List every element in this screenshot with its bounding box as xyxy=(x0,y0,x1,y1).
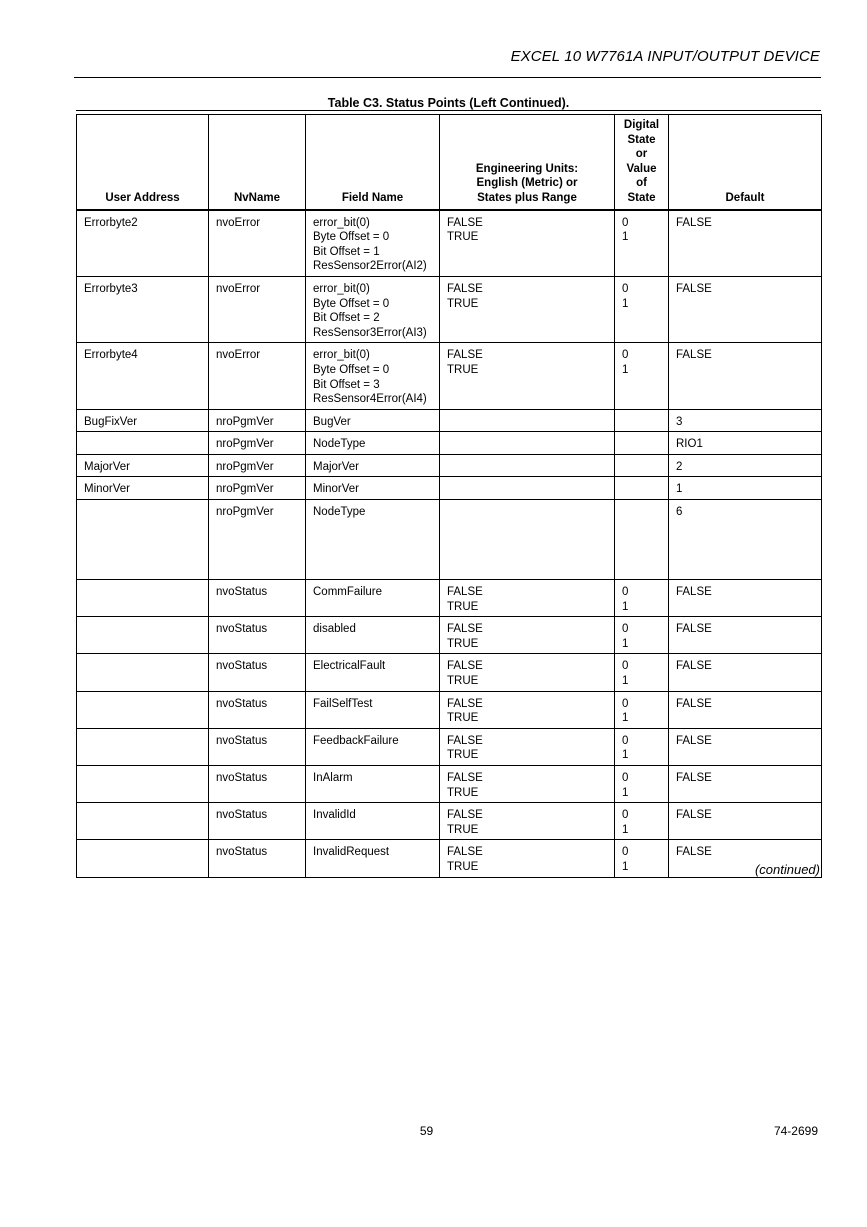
cell-line: nroPgmVer xyxy=(216,415,274,428)
cell-line: FALSE xyxy=(676,282,712,295)
cell-line: FALSE xyxy=(447,282,483,295)
cell-line: ResSensor2Error(AI2) xyxy=(313,260,427,273)
cell-line: FALSE xyxy=(676,809,712,822)
cell-line: 1 xyxy=(622,860,629,873)
cell-line: nvoStatus xyxy=(216,623,268,636)
cell-line: TRUE xyxy=(447,231,479,244)
cell-digital-state xyxy=(615,580,669,617)
cell-line: 0 xyxy=(622,772,629,784)
cell-engineering-units xyxy=(440,803,615,840)
cell-line: 0 xyxy=(622,809,629,822)
table-row xyxy=(77,840,822,877)
cell-line: States plus Range xyxy=(477,191,577,204)
cell-default xyxy=(669,766,822,803)
cell-line: ElectricalFault xyxy=(313,660,386,673)
cell-line: Errorbyte2 xyxy=(84,216,138,229)
cell-line: InAlarm xyxy=(313,772,353,784)
cell-line: 0 xyxy=(622,349,629,362)
cell-field-name xyxy=(306,766,440,803)
cell-line: FALSE xyxy=(447,734,483,747)
cell-user-address xyxy=(77,343,209,409)
cell-line: InvalidId xyxy=(313,809,356,822)
cell-default xyxy=(669,210,822,277)
cell-line: NodeType xyxy=(313,506,366,519)
cell-user-address xyxy=(77,432,209,455)
cell-nvname xyxy=(209,580,306,617)
cell-line: nvoStatus xyxy=(216,586,268,599)
cell-line: RIO1 xyxy=(676,438,703,451)
cell-line: Bit Offset = 1 xyxy=(313,245,380,258)
cell-engineering-units xyxy=(440,617,615,654)
cell-line: Digital xyxy=(623,119,660,131)
cell-user-address xyxy=(77,409,209,432)
cell-line: FALSE xyxy=(447,660,483,673)
cell-digital-state xyxy=(615,803,669,840)
cell-engineering-units xyxy=(440,728,615,765)
cell-field-name xyxy=(306,803,440,840)
cell-field-name xyxy=(306,691,440,728)
cell-line: State xyxy=(627,191,656,204)
cell-nvname xyxy=(209,210,306,277)
cell-default xyxy=(669,617,822,654)
cell-line: FALSE xyxy=(676,660,712,673)
page-number: 59 xyxy=(419,1124,434,1138)
cell-nvname xyxy=(209,432,306,455)
cell-line: English (Metric) or xyxy=(476,177,578,190)
cell-line: BugFixVer xyxy=(84,415,138,428)
cell-default xyxy=(669,276,822,342)
table-row xyxy=(77,454,822,477)
cell-user-address xyxy=(77,477,209,500)
cell-field-name xyxy=(306,210,440,277)
cell-field-name xyxy=(306,454,440,477)
table-row xyxy=(77,500,822,580)
cell-nvname xyxy=(209,500,306,580)
cell-line: FALSE xyxy=(676,586,712,599)
cell-engineering-units xyxy=(440,500,615,580)
cell-line: FALSE xyxy=(676,846,712,859)
cell-default xyxy=(669,409,822,432)
cell-digital-state xyxy=(615,409,669,432)
cell-line: MinorVer xyxy=(84,483,131,496)
cell-line: nvoStatus xyxy=(216,772,268,784)
continued-note: (continued) xyxy=(754,862,820,877)
cell-line: 1 xyxy=(622,363,629,376)
cell-engineering-units xyxy=(440,691,615,728)
cell-engineering-units xyxy=(440,766,615,803)
cell-digital-state xyxy=(615,766,669,803)
cell-engineering-units xyxy=(440,409,615,432)
cell-line: Errorbyte3 xyxy=(84,282,138,295)
cell-nvname xyxy=(209,343,306,409)
column-header-field-name xyxy=(306,115,440,210)
cell-line: 1 xyxy=(622,675,629,688)
cell-engineering-units xyxy=(440,276,615,342)
cell-line: 3 xyxy=(676,415,683,428)
table-row xyxy=(77,766,822,803)
cell-line: nroPgmVer xyxy=(216,483,274,496)
cell-line: Byte Offset = 0 xyxy=(313,363,390,376)
cell-user-address xyxy=(77,803,209,840)
cell-line: NvName xyxy=(233,191,281,204)
cell-engineering-units xyxy=(440,477,615,500)
cell-user-address xyxy=(77,276,209,342)
cell-default xyxy=(669,454,822,477)
cell-digital-state xyxy=(615,691,669,728)
cell-line: FALSE xyxy=(676,216,712,229)
cell-user-address xyxy=(77,210,209,277)
cell-line: User Address xyxy=(105,191,180,204)
cell-line: TRUE xyxy=(447,860,479,873)
table-row xyxy=(77,210,822,277)
cell-user-address xyxy=(77,500,209,580)
cell-line: error_bit(0) xyxy=(313,349,370,362)
document-number: 74-2699 xyxy=(773,1124,818,1138)
cell-line: TRUE xyxy=(447,363,479,376)
cell-digital-state xyxy=(615,454,669,477)
cell-user-address xyxy=(77,580,209,617)
cell-engineering-units xyxy=(440,210,615,277)
cell-line: Engineering Units: xyxy=(475,162,579,175)
cell-line: ResSensor4Error(AI4) xyxy=(313,393,427,406)
cell-line: 0 xyxy=(622,586,629,599)
cell-line: TRUE xyxy=(447,712,479,725)
cell-nvname xyxy=(209,409,306,432)
cell-line: nroPgmVer xyxy=(216,438,274,451)
cell-default xyxy=(669,432,822,455)
cell-line: nvoError xyxy=(216,349,261,362)
cell-default xyxy=(669,500,822,580)
cell-line: 0 xyxy=(622,846,629,859)
cell-line: State xyxy=(627,133,656,146)
cell-line: MinorVer xyxy=(313,483,360,496)
cell-digital-state xyxy=(615,210,669,277)
cell-line: FALSE xyxy=(447,586,483,599)
column-header-engineering-units xyxy=(440,115,615,210)
cell-line: TRUE xyxy=(447,675,479,688)
cell-user-address xyxy=(77,654,209,691)
cell-line: FeedbackFailure xyxy=(313,734,399,747)
cell-field-name xyxy=(306,500,440,580)
cell-line: TRUE xyxy=(447,823,479,836)
cell-nvname xyxy=(209,840,306,877)
cell-engineering-units xyxy=(440,432,615,455)
cell-engineering-units xyxy=(440,580,615,617)
cell-field-name xyxy=(306,409,440,432)
cell-nvname xyxy=(209,691,306,728)
cell-line: nvoStatus xyxy=(216,809,268,822)
cell-nvname xyxy=(209,766,306,803)
cell-line: Errorbyte4 xyxy=(84,349,138,362)
cell-line: nroPgmVer xyxy=(216,460,274,473)
cell-nvname xyxy=(209,803,306,840)
cell-line: 1 xyxy=(622,637,629,650)
cell-field-name xyxy=(306,617,440,654)
cell-line: BugVer xyxy=(313,415,351,428)
cell-user-address xyxy=(77,691,209,728)
table-header xyxy=(77,115,822,210)
cell-line: FALSE xyxy=(676,772,712,784)
column-header-default xyxy=(669,115,822,210)
cell-line: CommFailure xyxy=(313,586,383,599)
cell-field-name xyxy=(306,728,440,765)
cell-line: 6 xyxy=(676,506,683,519)
cell-digital-state xyxy=(615,728,669,765)
cell-line: FALSE xyxy=(676,697,712,710)
table-title-rule xyxy=(76,110,821,111)
cell-field-name xyxy=(306,432,440,455)
cell-engineering-units xyxy=(440,654,615,691)
cell-line: disabled xyxy=(313,623,356,636)
column-header-digital-state xyxy=(615,115,669,210)
cell-line: 1 xyxy=(622,823,629,836)
table-row xyxy=(77,343,822,409)
cell-line: nvoStatus xyxy=(216,734,268,747)
cell-default xyxy=(669,343,822,409)
cell-line: nvoError xyxy=(216,282,261,295)
cell-field-name xyxy=(306,276,440,342)
cell-field-name xyxy=(306,580,440,617)
cell-line: nroPgmVer xyxy=(216,506,274,519)
cell-default xyxy=(669,728,822,765)
cell-line: Byte Offset = 0 xyxy=(313,231,390,244)
cell-line: nvoStatus xyxy=(216,660,268,673)
cell-nvname xyxy=(209,276,306,342)
cell-digital-state xyxy=(615,617,669,654)
cell-user-address xyxy=(77,454,209,477)
cell-line: 0 xyxy=(622,734,629,747)
cell-line: FALSE xyxy=(447,809,483,822)
cell-default xyxy=(669,691,822,728)
cell-line: 1 xyxy=(622,786,629,799)
cell-field-name xyxy=(306,343,440,409)
cell-line: ResSensor3Error(AI3) xyxy=(313,326,427,339)
cell-field-name xyxy=(306,840,440,877)
table-row xyxy=(77,617,822,654)
cell-line: FALSE xyxy=(447,623,483,636)
cell-digital-state xyxy=(615,477,669,500)
column-header-nvname xyxy=(209,115,306,210)
cell-line: NodeType xyxy=(313,438,366,451)
cell-line: nvoError xyxy=(216,216,261,229)
table-body xyxy=(77,210,822,878)
cell-line: MajorVer xyxy=(313,460,360,473)
cell-line: 1 xyxy=(622,712,629,725)
cell-nvname xyxy=(209,654,306,691)
cell-line: FALSE xyxy=(447,697,483,710)
cell-line: 0 xyxy=(622,697,629,710)
column-header-user-address xyxy=(77,115,209,210)
table-row xyxy=(77,728,822,765)
cell-engineering-units xyxy=(440,840,615,877)
cell-nvname xyxy=(209,728,306,765)
cell-field-name xyxy=(306,654,440,691)
cell-nvname xyxy=(209,454,306,477)
table-row xyxy=(77,432,822,455)
cell-field-name xyxy=(306,477,440,500)
cell-line: or xyxy=(635,148,648,161)
cell-line: 1 xyxy=(676,483,683,496)
cell-line: TRUE xyxy=(447,600,479,613)
cell-digital-state xyxy=(615,654,669,691)
cell-user-address xyxy=(77,766,209,803)
cell-line: error_bit(0) xyxy=(313,216,370,229)
cell-line: FALSE xyxy=(447,846,483,859)
cell-line: TRUE xyxy=(447,786,479,799)
cell-user-address xyxy=(77,728,209,765)
cell-digital-state xyxy=(615,276,669,342)
cell-line: FALSE xyxy=(447,216,483,229)
cell-line: FailSelfTest xyxy=(313,697,373,710)
table-row xyxy=(77,654,822,691)
cell-engineering-units xyxy=(440,454,615,477)
cell-line: 1 xyxy=(622,600,629,613)
table-row xyxy=(77,477,822,500)
cell-line: FALSE xyxy=(447,772,483,784)
cell-line: error_bit(0) xyxy=(313,282,370,295)
cell-line: 1 xyxy=(622,231,629,244)
cell-line: FALSE xyxy=(676,349,712,362)
cell-line: Field Name xyxy=(341,191,404,204)
cell-digital-state xyxy=(615,500,669,580)
cell-nvname xyxy=(209,477,306,500)
cell-line: FALSE xyxy=(676,734,712,747)
table-row xyxy=(77,276,822,342)
cell-nvname xyxy=(209,617,306,654)
cell-line: nvoStatus xyxy=(216,697,268,710)
cell-digital-state xyxy=(615,432,669,455)
cell-line: FALSE xyxy=(676,623,712,636)
cell-default xyxy=(669,580,822,617)
cell-line: FALSE xyxy=(447,349,483,362)
cell-line: Bit Offset = 2 xyxy=(313,312,380,325)
cell-line: TRUE xyxy=(447,749,479,762)
header-rule xyxy=(74,77,821,78)
cell-line: 0 xyxy=(622,623,629,636)
running-header: EXCEL 10 W7761A INPUT/OUTPUT DEVICE xyxy=(510,48,820,65)
cell-line: Default xyxy=(725,191,765,204)
table-row xyxy=(77,409,822,432)
cell-line: Bit Offset = 3 xyxy=(313,378,380,391)
cell-line: TRUE xyxy=(447,297,479,310)
cell-line: TRUE xyxy=(447,637,479,650)
status-points-table xyxy=(76,114,822,878)
cell-user-address xyxy=(77,617,209,654)
table-row xyxy=(77,580,822,617)
cell-line: Value xyxy=(626,162,657,175)
cell-default xyxy=(669,654,822,691)
cell-digital-state xyxy=(615,840,669,877)
table-row xyxy=(77,803,822,840)
cell-line: 1 xyxy=(622,749,629,762)
cell-line: nvoStatus xyxy=(216,846,268,859)
table-header-row xyxy=(77,115,822,210)
cell-line: MajorVer xyxy=(84,460,131,473)
cell-default xyxy=(669,477,822,500)
cell-line: Byte Offset = 0 xyxy=(313,297,390,310)
table-title: Table C3. Status Points (Left Continued). xyxy=(327,96,570,110)
cell-line: of xyxy=(636,177,647,190)
cell-line: 0 xyxy=(622,282,629,295)
cell-line: InvalidRequest xyxy=(313,846,390,859)
cell-line: 1 xyxy=(622,297,629,310)
cell-user-address xyxy=(77,840,209,877)
cell-line: 2 xyxy=(676,460,683,473)
cell-digital-state xyxy=(615,343,669,409)
cell-line: 0 xyxy=(622,216,629,229)
table-row xyxy=(77,691,822,728)
cell-default xyxy=(669,803,822,840)
cell-line: 0 xyxy=(622,660,629,673)
cell-engineering-units xyxy=(440,343,615,409)
